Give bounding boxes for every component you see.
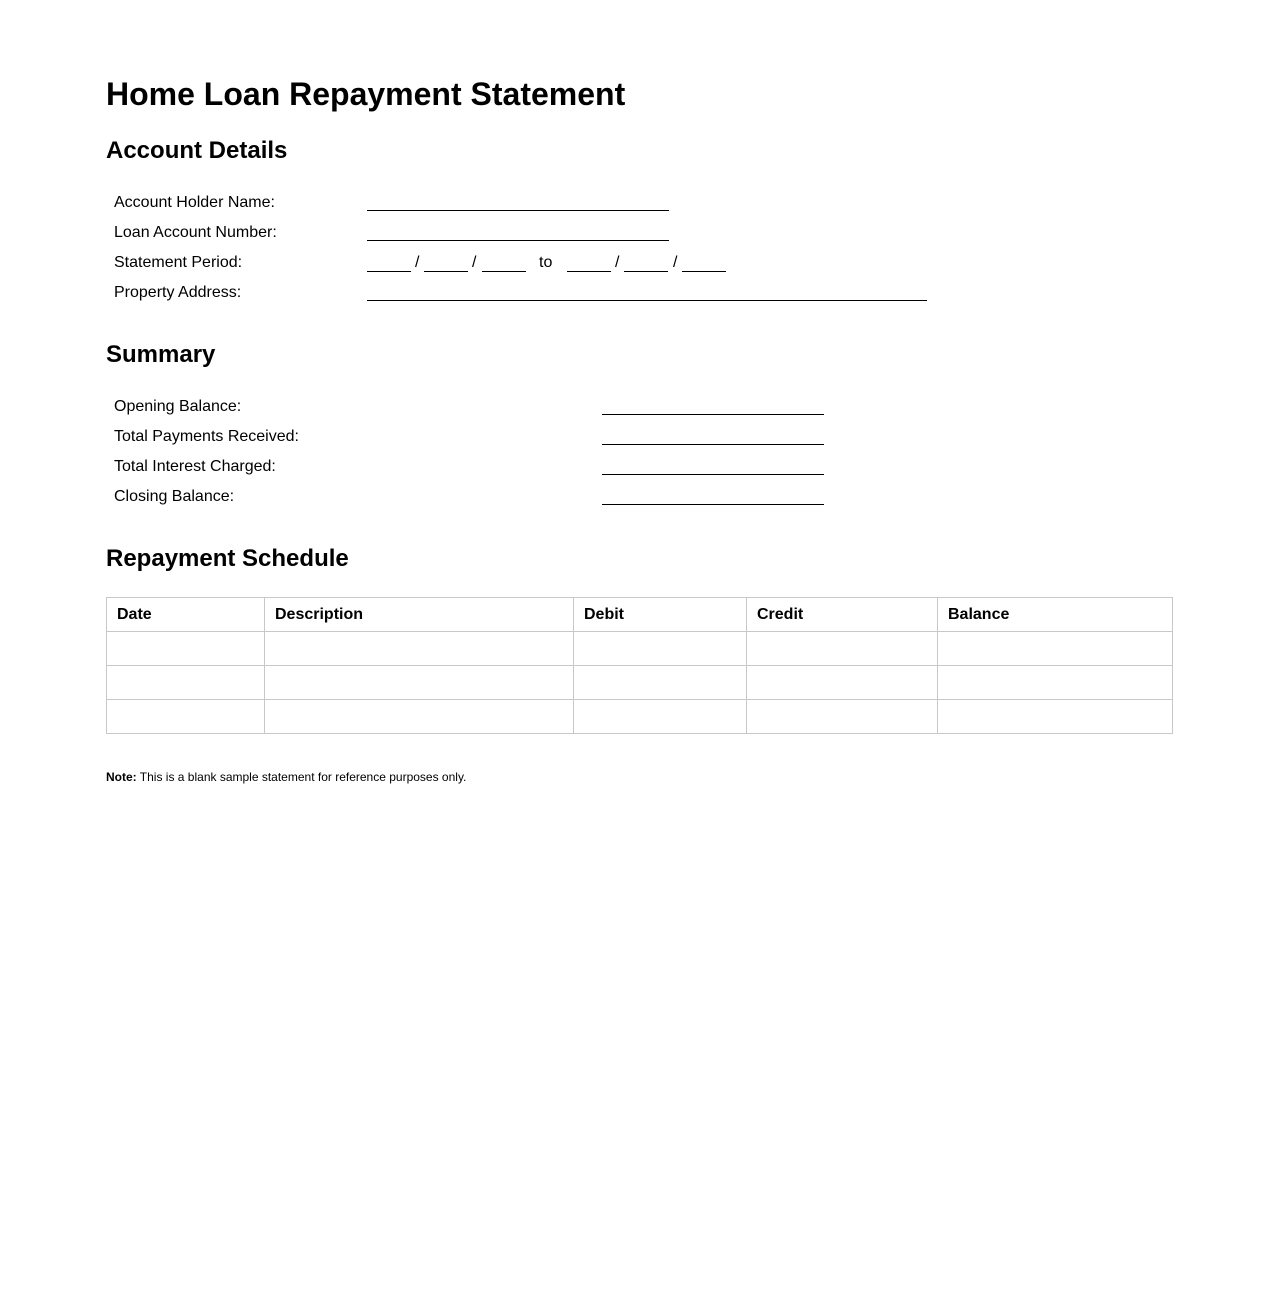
repayment-schedule-table — [106, 597, 1173, 734]
total-interest-label: Total Interest Charged: — [114, 458, 276, 475]
debit-cell[interactable] — [574, 632, 747, 666]
description-cell[interactable] — [265, 632, 574, 666]
period-start-year-field[interactable] — [482, 271, 526, 272]
table-row — [107, 632, 1173, 666]
period-end-day-field[interactable] — [567, 271, 611, 272]
note-text: This is a blank sample statement for reference purposes only. — [136, 770, 467, 784]
column-header-date: Date — [107, 598, 265, 632]
repayment-schedule-heading: Repayment Schedule — [106, 545, 349, 572]
account-holder-name-field[interactable] — [367, 210, 669, 211]
loan-account-number-field[interactable] — [367, 240, 669, 241]
date-separator: / — [472, 254, 477, 271]
opening-balance-label: Opening Balance: — [114, 398, 242, 415]
column-header-credit: Credit — [747, 598, 938, 632]
closing-balance-label: Closing Balance: — [114, 488, 235, 505]
note-label: Note: — [106, 770, 137, 784]
total-payments-label: Total Payments Received: — [114, 428, 299, 445]
opening-balance-field[interactable] — [602, 414, 824, 415]
date-separator: / — [615, 254, 620, 271]
date-separator: / — [673, 254, 678, 271]
date-separator: / — [415, 254, 420, 271]
balance-cell[interactable] — [938, 666, 1173, 700]
loan-account-number-label: Loan Account Number: — [114, 224, 277, 241]
description-cell[interactable] — [265, 700, 574, 734]
table-row — [107, 700, 1173, 734]
account-details-heading: Account Details — [106, 137, 288, 164]
footer-note — [106, 769, 466, 785]
period-end-year-field[interactable] — [682, 271, 726, 272]
period-start-day-field[interactable] — [367, 271, 411, 272]
period-start-month-field[interactable] — [424, 271, 468, 272]
date-cell[interactable] — [107, 666, 265, 700]
account-holder-name-label: Account Holder Name: — [114, 194, 275, 211]
credit-cell[interactable] — [747, 700, 938, 734]
date-cell[interactable] — [107, 700, 265, 734]
table-header-row — [107, 598, 1173, 632]
period-to-label: to — [539, 254, 553, 271]
debit-cell[interactable] — [574, 700, 747, 734]
summary-heading: Summary — [106, 341, 216, 368]
balance-cell[interactable] — [938, 632, 1173, 666]
column-header-balance: Balance — [938, 598, 1173, 632]
column-header-description: Description — [265, 598, 574, 632]
debit-cell[interactable] — [574, 666, 747, 700]
table-row — [107, 666, 1173, 700]
balance-cell[interactable] — [938, 700, 1173, 734]
total-interest-field[interactable] — [602, 474, 824, 475]
credit-cell[interactable] — [747, 632, 938, 666]
total-payments-field[interactable] — [602, 444, 824, 445]
description-cell[interactable] — [265, 666, 574, 700]
closing-balance-field[interactable] — [602, 504, 824, 505]
property-address-field[interactable] — [367, 300, 927, 301]
date-cell[interactable] — [107, 632, 265, 666]
statement-period-label: Statement Period: — [114, 254, 243, 271]
credit-cell[interactable] — [747, 666, 938, 700]
document-title: Home Loan Repayment Statement — [106, 76, 626, 112]
column-header-debit: Debit — [574, 598, 747, 632]
period-end-month-field[interactable] — [624, 271, 668, 272]
property-address-label: Property Address: — [114, 284, 242, 301]
